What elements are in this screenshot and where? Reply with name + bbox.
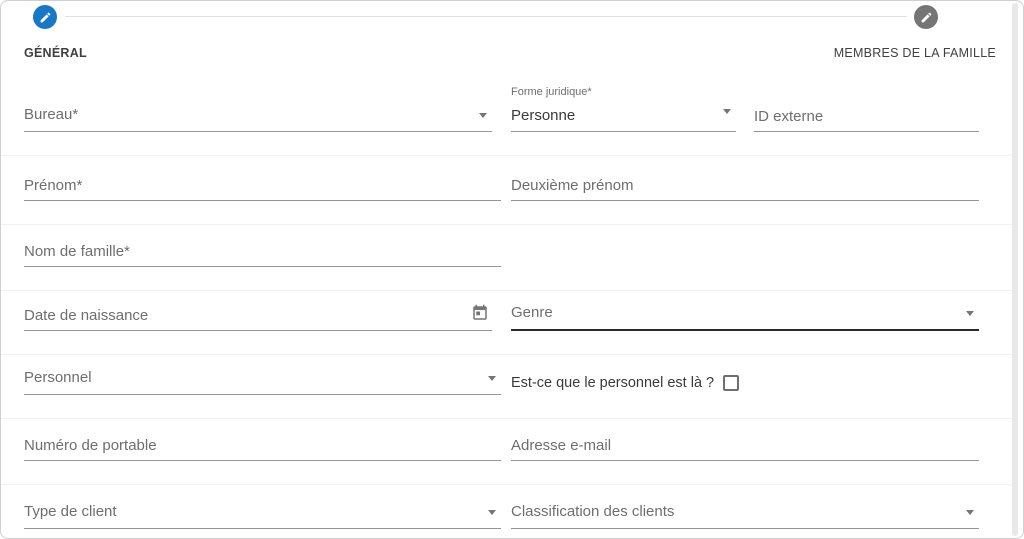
chevron-down-icon — [479, 113, 487, 118]
prenom-field — [24, 165, 501, 201]
row-divider — [1, 224, 1014, 225]
nom-de-famille-input[interactable] — [24, 240, 501, 262]
chevron-down-icon — [966, 510, 974, 515]
row-divider — [1, 418, 1014, 419]
nom-de-famille-field — [24, 231, 501, 267]
chevron-down-icon — [966, 311, 974, 316]
personnel-present-label: Est-ce que le personnel est là ? — [511, 375, 715, 391]
row-divider — [1, 155, 1014, 156]
adresse-email-field — [511, 425, 979, 461]
type-client-select[interactable] — [24, 493, 501, 529]
vertical-scrollbar[interactable] — [1012, 3, 1018, 536]
calendar-icon — [471, 304, 489, 322]
step-label-membres-famille[interactable]: MEMBRES DE LA FAMILLE — [833, 46, 996, 60]
datepicker-toggle-button[interactable] — [470, 303, 490, 323]
numero-portable-input[interactable] — [24, 434, 501, 456]
classification-clients-select[interactable] — [511, 493, 979, 529]
row-divider — [1, 484, 1014, 485]
genre-label: Genre — [511, 304, 553, 321]
step-general-icon-button[interactable] — [33, 5, 57, 29]
chevron-down-icon — [488, 510, 496, 515]
pencil-edit-icon — [39, 11, 52, 24]
personnel-label: Personnel — [24, 369, 92, 386]
prenom-input[interactable] — [24, 174, 501, 196]
deuxieme-prenom-field — [511, 165, 979, 201]
personnel-select[interactable] — [24, 359, 501, 395]
numero-portable-field — [24, 425, 501, 461]
date-de-naissance-field — [24, 295, 492, 331]
step-label-general[interactable]: GÉNÉRAL — [24, 46, 87, 60]
step-membres-icon-button[interactable] — [914, 5, 938, 29]
genre-select[interactable] — [511, 295, 979, 331]
type-client-label: Type de client — [24, 503, 117, 520]
adresse-email-input[interactable] — [511, 434, 979, 456]
row-divider — [1, 354, 1014, 355]
chevron-down-icon — [488, 376, 496, 381]
personnel-present-checkbox[interactable] — [723, 375, 739, 391]
chevron-down-icon — [723, 109, 731, 114]
row-divider — [1, 290, 1014, 291]
date-de-naissance-input[interactable] — [24, 304, 464, 326]
classification-clients-label: Classification des clients — [511, 503, 675, 520]
stepper-connector-line — [65, 16, 907, 17]
forme-juridique-label: Forme juridique* — [511, 86, 592, 98]
pencil-edit-icon — [920, 11, 933, 24]
id-externe-input[interactable] — [754, 105, 979, 127]
bureau-label: Bureau* — [24, 106, 79, 123]
forme-juridique-select[interactable] — [511, 86, 736, 132]
id-externe-field — [754, 96, 979, 132]
forme-juridique-value: Personne — [511, 107, 576, 124]
bureau-select[interactable] — [24, 96, 492, 132]
personnel-present-checkbox-row — [511, 371, 739, 395]
deuxieme-prenom-input[interactable] — [511, 174, 979, 196]
